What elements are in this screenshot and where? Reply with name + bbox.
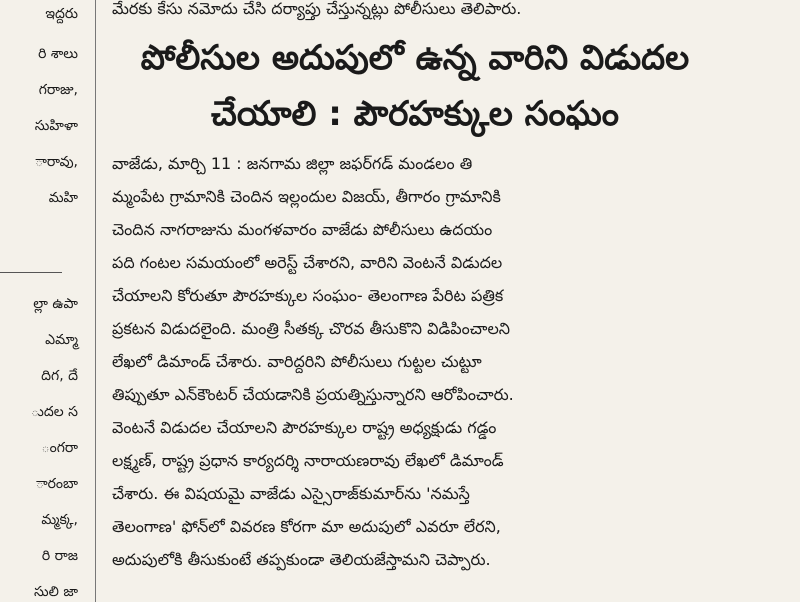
section-divider	[0, 272, 62, 273]
article	[112, 0, 718, 602]
body-line: చేశారు. ఈ విషయమై వాజేడు ఎస్సైరాజ్‌కుమార్‌ను 'నమస్తే	[112, 484, 470, 503]
body-line: లక్ష్మణ్, రాష్ట్ర ప్రధాన కార్యదర్శి నారాయణరావు లేఖలో డిమాండ్	[112, 451, 504, 470]
headline-line-1: పోలీసుల అదుపులో ఉన్న వారిని విడుదల	[140, 38, 690, 78]
body-line: తిప్పుతూ ఎన్‌కౌంటర్ చేయడానికి ప్రయత్నిస్తున్నారని ఆరోపించారు.	[112, 385, 514, 404]
left-text-line: గరాజు,	[38, 82, 78, 98]
body-line: మ్మంపేట గ్రామానికి చెందిన ఇల్లందుల విజయ్, తీగారం గ్రామానికి	[112, 187, 501, 206]
body-line: చెందిన నాగరాజును మంగళవారం వాజేడు పోలీసులు ఉదయం	[112, 220, 493, 239]
previous-article-tail: మేరకు కేసు నమోదు చేసి దర్యాప్తు చేస్తున్నట్లు పోలీసులు తెలిపారు.	[112, 0, 522, 18]
left-text-line: మ్మక్క,	[41, 512, 78, 528]
body-line: ప్రకటన విడుదలైంది. మంత్రి సీతక్క చొరవ తీసుకొని విడిపించాలని	[112, 319, 511, 338]
left-text-line: రి రాజ	[41, 548, 78, 564]
body-line: చేయాలని కోరుతూ పౌరహక్కుల సంఘం- తెలంగాణ పేరిట పత్రిక	[112, 286, 504, 305]
left-text-line: మహి	[48, 190, 78, 206]
body-line: పది గంటల సమయంలో అరెస్ట్ చేశారని, వారిని వెంటనే విడుదల	[112, 253, 503, 272]
body-line: వెంటనే విడుదల చేయాలని పౌరహక్కుల రాష్ట్ర అధ్యక్షుడు గడ్డం	[112, 418, 497, 437]
left-text-line: దిగ, దే	[41, 368, 78, 384]
column-divider	[95, 0, 96, 602]
headline-line-2: చేయాలి : పౌరహక్కుల సంఘం	[211, 94, 619, 134]
left-text-line: సులి జా	[33, 584, 78, 600]
left-text-line: ారావు,	[35, 154, 78, 170]
body-line: అదుపులోకి తీసుకుంటే తప్పకుండా తెలియజేస్తామని చెప్పారు.	[112, 550, 491, 569]
left-text-line: ంగరా	[41, 440, 78, 456]
left-text-line: ుదల స	[30, 404, 78, 420]
left-column-fragment	[0, 0, 84, 602]
body-line: వాజేడు, మార్చి 11 : జనగామ జిల్లా జఫర్‌గడ్ మండలం తి	[112, 154, 473, 173]
left-text-line: సుహిళా	[34, 118, 78, 134]
left-text-line: ఇద్దరు	[45, 6, 78, 22]
body-line: లేఖలో డిమాండ్ చేశారు. వారిద్దరిని పోలీసులు గుట్టల చుట్టూ	[112, 352, 482, 371]
left-text-line: ఎమ్మా	[45, 332, 78, 348]
body-line: తెలంగాణ' ఫోన్‌లో వివరణ కోరగా మా అదుపులో ఎవరూ లేరని,	[112, 517, 501, 536]
left-text-line: ల్లా ఉపా	[33, 296, 78, 312]
left-text-line: ారంబా	[35, 476, 78, 492]
left-text-line: రి శాలు	[38, 46, 78, 62]
